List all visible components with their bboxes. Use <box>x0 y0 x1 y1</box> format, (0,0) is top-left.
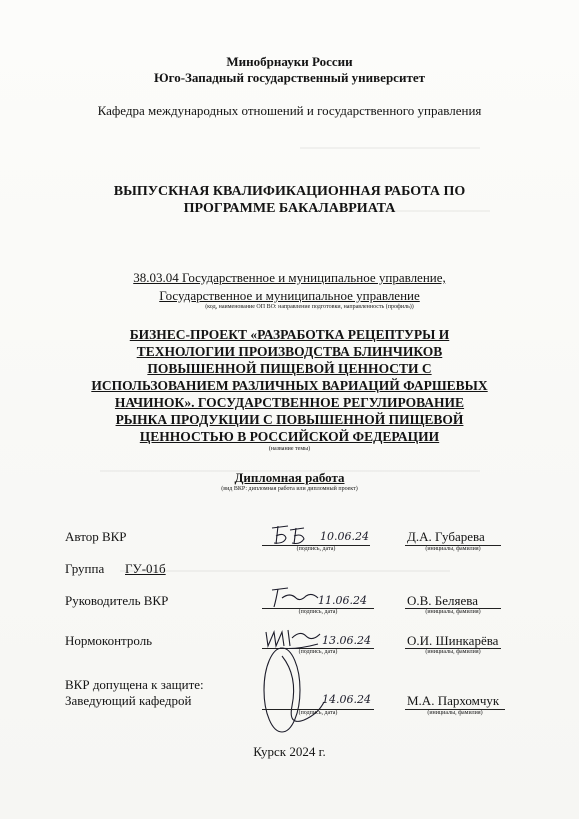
direction-line-1: 38.03.04 Государственное и муниципальное управление, <box>133 270 446 285</box>
theme-line-3: ПОВЫШЕННОЙ ПИЩЕВОЙ ЦЕННОСТИ С <box>147 361 432 376</box>
theme-line-5: НАЧИНОК». ГОСУДАРСТВЕННОЕ РЕГУЛИРОВАНИЕ <box>114 395 465 410</box>
head-date: 14.06.24 <box>322 693 371 706</box>
work-kind: Дипломная работа <box>234 470 345 485</box>
direction-caption: (код, наименование ОП ВО: направление подготовки, направленность (профиль)) <box>205 304 414 310</box>
theme-caption: (название темы) <box>268 446 311 452</box>
supervisor-name: О.В. Беляева <box>407 593 479 608</box>
group-label: Группа <box>65 561 105 576</box>
head-of-department-label: Заведующий кафедрой <box>65 693 192 708</box>
work-kind-caption: (вид ВКР: дипломная работа или дипломный проект) <box>221 486 358 492</box>
bleed-through-line <box>120 570 450 572</box>
theme-line-7: ЦЕННОСТЬЮ В РОССИЙСКОЙ ФЕДЕРАЦИИ <box>139 429 440 444</box>
ministry-name: Минобрнауки России <box>226 54 353 69</box>
department-name: Кафедра международных отношений и государственного управления <box>97 103 482 118</box>
doc-type-line-1: ВЫПУСКНАЯ КВАЛИФИКАЦИОННАЯ РАБОТА ПО <box>113 184 466 199</box>
supervisor-name-caption: (инициалы, фамилия) <box>425 609 481 615</box>
theme-line-1: БИЗНЕС-ПРОЕКТ «РАЗРАБОТКА РЕЦЕПТУРЫ И <box>129 327 450 342</box>
doc-type-line-2: ПРОГРАММЕ БАКАЛАВРИАТА <box>183 201 396 216</box>
author-signature <box>268 522 318 548</box>
normcontrol-sign-caption: (подпись, дата) <box>298 649 338 655</box>
theme-line-2: ТЕХНОЛОГИИ ПРОИЗВОДСТВА БЛИНЧИКОВ <box>136 344 443 359</box>
head-name-caption: (инициалы, фамилия) <box>427 710 483 716</box>
author-name: Д.А. Губарева <box>407 529 485 544</box>
normcontrol-date: 13.06.24 <box>322 634 371 647</box>
head-sign-caption: (подпись, дата) <box>298 710 338 716</box>
theme-line-4: ИСПОЛЬЗОВАНИЕМ РАЗЛИЧНЫХ ВАРИАЦИЙ ФАРШЕВЫХ <box>91 378 488 393</box>
admission-label: ВКР допущена к защите: <box>65 677 204 692</box>
supervisor-date: 11.06.24 <box>318 594 367 607</box>
supervisor-label: Руководитель ВКР <box>65 593 169 608</box>
author-name-caption: (инициалы, фамилия) <box>425 546 481 552</box>
supervisor-sign-caption: (подпись, дата) <box>298 609 338 615</box>
head-name: М.А. Пархомчук <box>407 693 500 708</box>
bleed-through-line <box>300 147 480 149</box>
normcontrol-label: Нормоконтроль <box>65 633 153 648</box>
normcontrol-name: О.И. Шинкарёва <box>407 633 499 648</box>
author-date: 10.06.24 <box>320 530 369 543</box>
author-sign-caption: (подпись, дата) <box>296 546 336 552</box>
group-value: ГУ-01б <box>125 561 166 576</box>
theme-line-6: РЫНКА ПРОДУКЦИИ С ПОВЫШЕННОЙ ПИЩЕВОЙ <box>115 412 464 427</box>
author-label: Автор ВКР <box>65 529 127 544</box>
supervisor-signature <box>266 584 322 610</box>
direction-line-2: Государственное и муниципальное управление <box>159 288 420 303</box>
head-signature <box>258 646 328 738</box>
university-name: Юго-Западный государственный университет <box>154 70 425 85</box>
normcontrol-name-caption: (инициалы, фамилия) <box>425 649 481 655</box>
city-year: Курск 2024 г. <box>253 744 326 759</box>
